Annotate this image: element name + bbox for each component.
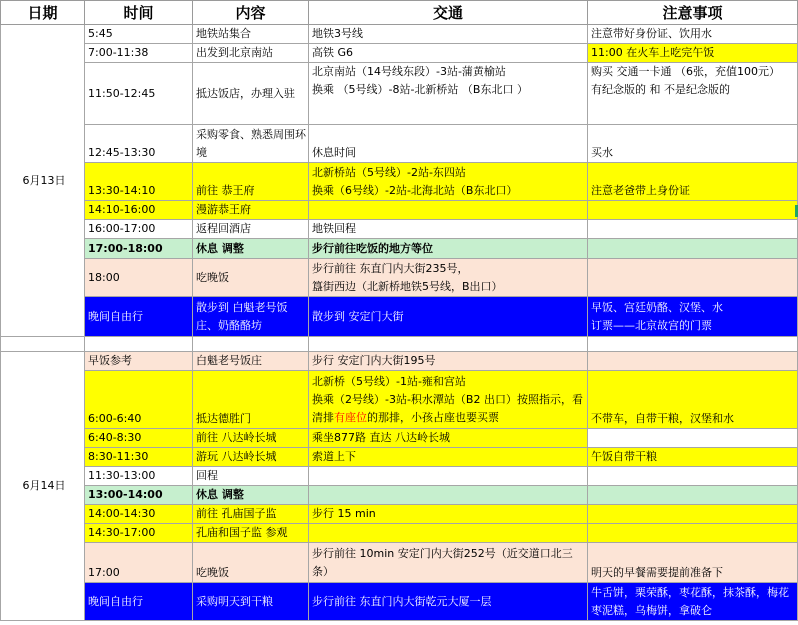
notes-cell[interactable]: [588, 505, 798, 524]
transport-cell[interactable]: 地铁3号线: [309, 25, 588, 44]
table-row: [1, 259, 798, 297]
transport-cell[interactable]: [309, 371, 588, 429]
time-cell[interactable]: 16:00-17:00: [85, 220, 193, 239]
transport-line: 换乘 （5号线）-8站-北新桥站 （B东北口 ）: [312, 83, 528, 96]
notes-cell[interactable]: 注意老爸带上身份证: [588, 163, 798, 201]
table-row: [1, 486, 798, 505]
content-cell[interactable]: 前往 恭王府: [193, 163, 309, 201]
content-cell[interactable]: 休息 调整: [193, 239, 309, 259]
notes-cell[interactable]: [588, 63, 798, 125]
content-cell[interactable]: 地铁站集合: [193, 25, 309, 44]
transport-cell[interactable]: [309, 467, 588, 486]
time-cell[interactable]: 晚间自由行: [85, 297, 193, 337]
content-cell[interactable]: 游玩 八达岭长城: [193, 448, 309, 467]
notes-cell[interactable]: 午饭自带干粮: [588, 448, 798, 467]
table-row: [1, 163, 798, 201]
notes-cell[interactable]: 明天的早餐需要提前准备下: [588, 543, 798, 583]
transport-line: 簋街西边（北新桥地铁5号线，B出口）: [312, 279, 503, 293]
notes-cell[interactable]: 不带车，自带干粮，汉堡和水: [588, 371, 798, 429]
time-cell[interactable]: 18:00: [85, 259, 193, 297]
time-cell[interactable]: 17:00-18:00: [85, 239, 193, 259]
transport-cell[interactable]: [309, 524, 588, 543]
content-cell[interactable]: 出发到北京南站: [193, 44, 309, 63]
content-cell[interactable]: 休息 调整: [193, 486, 309, 505]
notes-cell[interactable]: [588, 467, 798, 486]
content-cell[interactable]: 漫游恭王府: [193, 201, 309, 220]
time-cell[interactable]: 14:30-17:00: [85, 524, 193, 543]
time-cell[interactable]: 6:40-8:30: [85, 429, 193, 448]
transport-line: 换乘（6号线）-2站-北海北站（B东北口）: [312, 183, 518, 197]
transport-cell[interactable]: 步行 15 min: [309, 505, 588, 524]
table-row: [1, 543, 798, 583]
header-time: 时间: [85, 1, 193, 25]
transport-cell[interactable]: 步行前往 东直门内大街乾元大厦一层: [309, 583, 588, 621]
time-cell[interactable]: 8:30-11:30: [85, 448, 193, 467]
empty-cell: [309, 337, 588, 352]
time-cell[interactable]: 13:30-14:10: [85, 163, 193, 201]
table-row: [1, 44, 798, 63]
notes-cell[interactable]: [588, 259, 798, 297]
notes-cell[interactable]: [588, 239, 798, 259]
table-row: [1, 371, 798, 429]
transport-cell[interactable]: 地铁回程: [309, 220, 588, 239]
date-cell-day2: 6月14日: [1, 352, 85, 621]
transport-cell[interactable]: 步行 安定门内大街195号: [309, 352, 588, 371]
header-transport: 交通: [309, 1, 588, 25]
transport-cell[interactable]: 散步到 安定门大街: [309, 297, 588, 337]
transport-cell[interactable]: [309, 201, 588, 220]
transport-cell[interactable]: [309, 259, 588, 297]
notes-cell[interactable]: [588, 201, 798, 220]
notes-cell[interactable]: 注意带好身份证、饮用水: [588, 25, 798, 44]
notes-line: 购买 交通一卡通 （6张，充值100元）: [591, 65, 780, 78]
seat-highlight: 有座位: [334, 410, 367, 424]
time-cell[interactable]: 12:45-13:30: [85, 125, 193, 163]
transport-line: 北新桥站（5号线）-2站-东四站: [312, 165, 466, 179]
content-cell[interactable]: 采购明天到干粮: [193, 583, 309, 621]
content-cell[interactable]: 前往 八达岭长城: [193, 429, 309, 448]
separator-row: [1, 337, 798, 352]
notes-cell[interactable]: [588, 352, 798, 371]
time-cell[interactable]: 7:00-11:38: [85, 44, 193, 63]
table-row: [1, 524, 798, 543]
table-row: [1, 125, 798, 163]
transport-line: 北京南站（14号线东段）-3站-蒲黄榆站: [312, 65, 506, 78]
notes-cell[interactable]: [588, 297, 798, 337]
content-cell[interactable]: 散步到 白魁老号饭庄、奶酪酪坊: [193, 297, 309, 337]
transport-text: 的那排，小孩占座也要买票: [367, 410, 499, 424]
transport-line: [312, 391, 587, 427]
content-cell[interactable]: 采购零食、熟悉周围环境: [193, 125, 309, 163]
transport-cell[interactable]: 索道上下: [309, 448, 588, 467]
transport-line: 北新桥（5号线）-1站-雍和宫站: [312, 374, 466, 388]
table-row: [1, 63, 798, 125]
content-cell[interactable]: 返程回酒店: [193, 220, 309, 239]
notes-cell[interactable]: [588, 220, 798, 239]
table-row: [1, 25, 798, 44]
header-date: 日期: [1, 1, 85, 25]
content-cell[interactable]: 吃晚饭: [193, 259, 309, 297]
transport-cell[interactable]: [309, 163, 588, 201]
time-cell[interactable]: 11:30-13:00: [85, 467, 193, 486]
time-cell[interactable]: 晚间自由行: [85, 583, 193, 621]
content-cell[interactable]: 抵达饭店，办理入驻: [193, 63, 309, 125]
empty-cell: [1, 337, 85, 352]
table-row: [1, 429, 798, 448]
notes-cell[interactable]: 买水: [588, 125, 798, 163]
table-row: [1, 467, 798, 486]
date-cell-day1: 6月13日: [1, 25, 85, 337]
empty-cell: [588, 337, 798, 352]
header-row: [1, 1, 798, 25]
content-cell[interactable]: 白魁老号饭庄: [193, 352, 309, 371]
header-notes: 注意事项: [588, 1, 798, 25]
transport-line: 步行前往 东直门内大街235号，: [312, 261, 469, 275]
table-row: [1, 448, 798, 467]
table-row: [1, 297, 798, 337]
time-cell[interactable]: 13:00-14:00: [85, 486, 193, 505]
empty-cell: [193, 337, 309, 352]
content-cell[interactable]: 吃晚饭: [193, 543, 309, 583]
table-row: [1, 505, 798, 524]
time-cell[interactable]: 14:10-16:00: [85, 201, 193, 220]
notes-cell[interactable]: [588, 524, 798, 543]
time-cell[interactable]: 17:00: [85, 543, 193, 583]
table-row: [1, 239, 798, 259]
notes-cell[interactable]: [588, 429, 798, 448]
time-cell[interactable]: 6:00-6:40: [85, 371, 193, 429]
notes-cell[interactable]: [588, 486, 798, 505]
time-cell[interactable]: 14:00-14:30: [85, 505, 193, 524]
content-cell[interactable]: 回程: [193, 467, 309, 486]
transport-text: 换乘（2号线）-3站-积水潭站（B2 出口）按照指示，看清排: [312, 392, 583, 424]
table-row: [1, 201, 798, 220]
empty-cell: [85, 337, 193, 352]
notes-line: 早饭、宫廷奶酪、汉堡、水: [591, 300, 723, 314]
transport-cell[interactable]: 步行前往吃饭的地方等位: [309, 239, 588, 259]
content-cell[interactable]: 孔庙和国子监 参观: [193, 524, 309, 543]
table-row: [1, 220, 798, 239]
notes-line: 订票——北京故宫的门票: [591, 318, 712, 332]
table-row: [1, 583, 798, 621]
transport-cell[interactable]: [309, 63, 588, 125]
transport-cell[interactable]: 乘坐877路 直达 八达岭长城: [309, 429, 588, 448]
header-content: 内容: [193, 1, 309, 25]
transport-cell[interactable]: [309, 486, 588, 505]
table-row: [1, 352, 798, 371]
notes-cell[interactable]: 牛舌饼，栗荣酥，枣花酥，抹茶酥，梅花枣泥糕，乌梅饼，拿破仑: [588, 583, 798, 621]
transport-cell[interactable]: 步行前往 10min 安定门内大街252号（近交道口北三条）: [309, 543, 588, 583]
transport-cell[interactable]: 休息时间: [309, 125, 588, 163]
transport-cell[interactable]: 高铁 G6: [309, 44, 588, 63]
time-cell[interactable]: 11:50-12:45: [85, 63, 193, 125]
content-cell[interactable]: 抵达德胜门: [193, 371, 309, 429]
content-cell[interactable]: 前往 孔庙国子监: [193, 505, 309, 524]
notes-line: 有纪念版的 和 不是纪念版的: [591, 83, 730, 96]
time-cell[interactable]: 5:45: [85, 25, 193, 44]
notes-cell[interactable]: 11:00 在火车上吃完午饭: [588, 44, 798, 63]
time-cell[interactable]: 早饭参考: [85, 352, 193, 371]
